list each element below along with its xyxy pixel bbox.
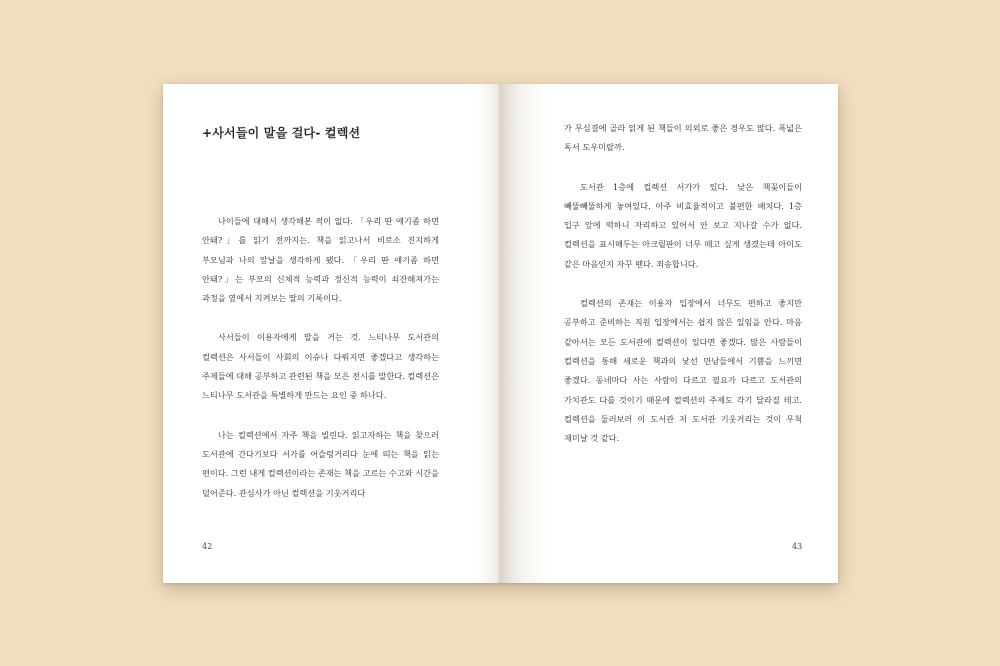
right-page bbox=[500, 84, 838, 583]
page-number-right: 43 bbox=[792, 542, 803, 551]
right-paragraph-1: 가 무심결에 골라 읽게 된 책들이 의외로 좋은 경우도 많다. 폭넓은 독서 도우미랄까. bbox=[564, 123, 802, 153]
chapter-title: +사서들이 말을 걸다- 컬렉션 bbox=[202, 126, 361, 140]
left-paragraph-2: 사서들이 이용자에게 말을 거는 것. 느티나무 도서관의 컬렉션은 사서들이 사회의 이슈나 다뤄지면 좋겠다고 생각하는 주제들에 대해 공부하고 관련된 책을 모은 전시를 말한다. 컬렉션은 느티나무 도서관을 특별하게 만드는 요인 중 하나다. bbox=[202, 332, 439, 401]
left-page bbox=[163, 84, 500, 583]
right-page-body bbox=[564, 119, 802, 468]
right-paragraph-2: 도서관 1층에 컬렉션 서가가 있다. 낮은 책꽂이들이 빼뚤빼뚤하게 놓여있다. 아주 비효율적이고 불편한 배치다. 1층 입구 앞에 떡하니 자리하고 있어서 안 보고 지나갈 수가 없다. 컬렉션을 표시해두는 아크릴판이 너무 떼고 싶게 생겼는데 아이도 같은 마음인지 자꾸 뗀다. 죄송합니다. bbox=[564, 181, 802, 269]
page-number-left: 42 bbox=[202, 542, 213, 551]
open-book bbox=[163, 84, 838, 583]
left-page-body bbox=[202, 212, 439, 523]
left-paragraph-3: 나는 컬렉션에서 자주 책을 빌린다. 읽고자하는 책을 찾으러 도서관에 간다기보다 서가를 어슬렁거리다 눈에 띄는 책을 읽는 편이다. 그런 내게 컬렉션이라는 존재는 책을 고르는 수고와 시간을 덜어준다. 관심사가 아닌 컬렉션을 기웃거리다 bbox=[202, 429, 439, 498]
right-paragraph-3: 컬렉션의 존재는 이용자 입장에서 너무도 편하고 좋지만 공부하고 준비하는 직원 입장에서는 쉽지 않은 일임을 안다. 마음 같아서는 모든 도서관에 컬렉션이 있다면 좋겠다. 많은 사람들이 컬렉션을 통해 새로운 책과의 낯선 만남들에서 기쁨을 느끼면 좋겠다. 동네마다 사는 사람이 다르고 필요가 다르고 도서관의 가치관도 다를 것이기 때문에 컬렉션의 주제도 각기 달라질 테고. 컬렉션을 둘러보러 이 도서관 저 도서관 기웃거리는 것이 무척 재미날 것 같다. bbox=[564, 298, 802, 444]
left-paragraph-1: 나이들에 대해서 생각해본 적이 없다. 「우리 딴 얘기좀 하면 안돼?」를 읽기 전까지는. 책을 읽고나서 비로소 진지하게 부모님과 나의 앞날을 생각하게 됐다. 「우리 딴 얘기좀 하면 안돼?」는 부모의 신체적 능력과 정신적 능력이 쇠잔해져가는 과정을 옆에서 지켜보는 딸의 기록이다. bbox=[202, 216, 439, 304]
